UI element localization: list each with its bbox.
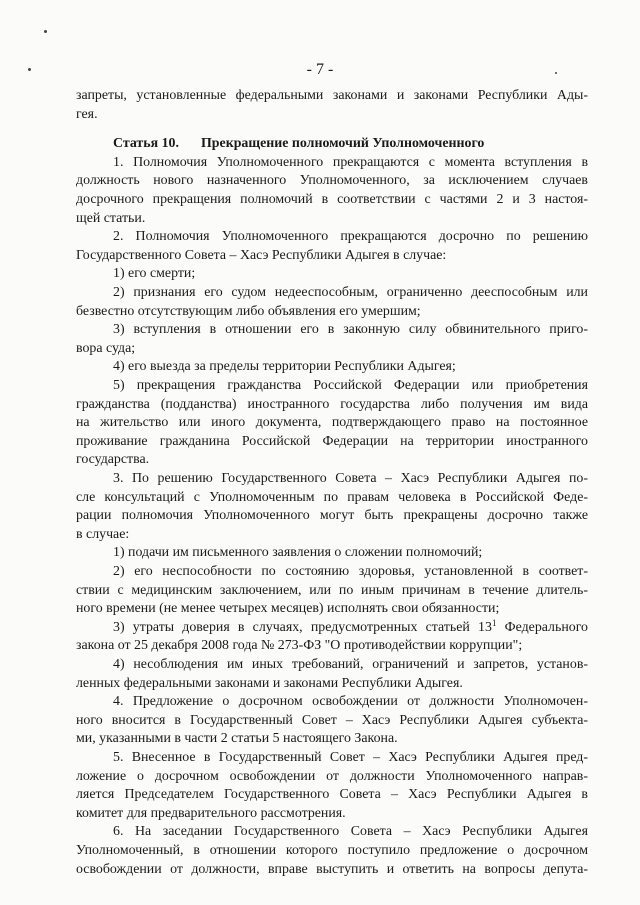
text-line-content: ложение о досрочном освобождении от должности Уполномоченного направ-: [76, 768, 588, 784]
text-line-content: проживание гражданина Российской Федерации на территории иностранного: [76, 433, 588, 449]
text-line-content: государства.: [76, 452, 150, 468]
text-line-content: гея.: [76, 106, 98, 122]
text-line: [113, 823, 588, 841]
text-line-content: 3. По решению Государственного Совета – Хасэ Республики Адыгея по-: [113, 471, 588, 486]
text-line: [76, 396, 588, 414]
text-line: [76, 861, 588, 879]
text-line-content: 2) признания его судом недееспособным, ограниченно дееспособным или: [113, 285, 588, 300]
text-line-content: 3) утраты доверия в случаях, предусмотренных статьей 13: [113, 619, 492, 635]
text-line: [113, 563, 588, 581]
text-line: [76, 172, 588, 190]
text-line: [76, 842, 588, 860]
text-line-content: 1) его смерти;: [113, 266, 196, 282]
text-line: [113, 749, 588, 767]
article-number: Статья 10.: [113, 136, 179, 152]
text-line-content: 1) подачи им письменного заявления о сложении полномочий;: [113, 545, 483, 561]
text-line: [76, 768, 588, 786]
text-line-content: безвестно отсутствующим либо объявления его умершим;: [76, 303, 421, 319]
text-line: [76, 340, 588, 358]
text-line-content: ляется Председателем Государственного Совета – Хасэ Республики Адыгея в: [76, 787, 588, 803]
text-line-content: 3) вступления в отношении его в законную силу обвинительного приго-: [113, 322, 588, 338]
scan-speck: [44, 30, 47, 33]
text-line: [76, 489, 588, 507]
text-line-content: 4. Предложение о досрочном освобождении от должности Уполномочен-: [113, 694, 588, 710]
text-line: [76, 582, 588, 600]
text-line-content: сле консультаций с Уполномоченным по правам человека в Российской Феде-: [76, 489, 588, 505]
text-line: [113, 377, 588, 395]
text-line-content: ми, указанными в части 2 статьи 5 настоящего Закона.: [76, 731, 398, 747]
text-line-content: 5. Внесенное в Государственный Совет – Хасэ Республики Адыгея пред-: [113, 750, 588, 765]
text-line: [113, 321, 588, 339]
page-number: - 7 -: [306, 61, 334, 78]
text-line-content: досрочного прекращения полномочий в соответствии с частями 2 и 3 настоя-: [76, 192, 588, 207]
text-line: [76, 106, 588, 124]
text-line-content: Государственного Совета – Хасэ Республики Адыгея в случае:: [76, 247, 447, 263]
text-line-content: 5) прекращения гражданства Российской Федерации или приобретения: [113, 378, 588, 393]
article-heading: [113, 135, 484, 153]
text-line-content: комитет для предварительного рассмотрения.: [76, 805, 346, 821]
text-line-content: 2. Полномочия Уполномоченного прекращаются досрочно по решению: [113, 229, 588, 245]
text-line: [113, 470, 588, 488]
text-line-content: ствии с медицинским заключением, или по иным причинам в течение длитель-: [76, 582, 588, 598]
text-line: [76, 247, 588, 265]
text-line: [113, 358, 588, 376]
article-title: Прекращение полномочий Уполномоченного: [201, 136, 485, 152]
text-line: [113, 693, 588, 711]
text-line: [76, 730, 588, 748]
text-line-content: щей статьи.: [76, 210, 146, 226]
text-line-content: освобождении от должности, вправе выступить и ответить на вопросы депута-: [76, 861, 588, 877]
text-line: [76, 637, 588, 655]
text-line: [113, 619, 588, 637]
text-line: [76, 786, 588, 804]
text-line: [113, 265, 588, 283]
text-line: [76, 675, 588, 693]
text-line-content: в случае:: [76, 526, 130, 542]
text-line-content: 1. Полномочия Уполномоченного прекращаются с момента вступления в: [113, 154, 588, 170]
text-line-content: 4) несоблюдения им иных требований, ограничений и запретов, установ-: [113, 657, 588, 672]
text-line-content: запреты, установленные федеральными законами и законами Республики Ады-: [76, 88, 588, 103]
text-line-content: 4) его выезда за пределы территории Республики Адыгея;: [113, 359, 456, 375]
text-line: [113, 154, 588, 172]
text-line-content: ленных федеральными законами и законами Республики Адыгея.: [76, 675, 463, 691]
text-line-content: 2) его неспособности по состоянию здоровья, установленной в соответ-: [113, 564, 588, 579]
footnote-superscript: 1: [491, 617, 497, 628]
text-line: [113, 544, 588, 562]
text-line-content: 6. На заседании Государственного Совета – Хасэ Республики Адыгея: [113, 824, 588, 840]
text-line-content: закона от 25 декабря 2008 года № 273-ФЗ "О противодействии коррупции";: [76, 638, 523, 654]
text-line-content: рации полномочия Уполномоченного могут быть прекращены досрочно также: [76, 508, 588, 524]
text-line: [113, 656, 588, 674]
text-line-content: Уполномоченный, в отношении которого поступило предложение о досрочном: [76, 843, 588, 858]
text-line-content: вора суда;: [76, 340, 136, 356]
text-line: [76, 805, 588, 823]
text-line: [76, 507, 588, 525]
text-line-content: должность нового назначенного Уполномоченного, за исключением случаев: [76, 173, 588, 189]
text-line: [113, 284, 588, 302]
text-line: [76, 191, 588, 209]
text-line-content: на жительство или иного документа, подтверждающего право на постоянное: [76, 415, 588, 431]
text-line: [76, 303, 588, 321]
text-line: [113, 228, 588, 246]
text-line: [76, 433, 588, 451]
text-line-content: ного времени (не менее четырех месяцев) исполнять свои обязанности;: [76, 601, 500, 617]
text-line: [76, 600, 588, 618]
text-line-content: гражданства (подданства) иностранного государства либо получения им вида: [76, 396, 588, 412]
text-line-content: ного вносится в Государственный Совет – Хасэ Республики Адыгея субъекта-: [76, 712, 588, 728]
text-line: [76, 451, 588, 469]
text-line: [76, 210, 588, 228]
text-line: [76, 414, 588, 432]
text-line: [76, 87, 588, 105]
text-line-content: Федерального: [496, 619, 588, 635]
text-line: [76, 712, 588, 730]
text-line: [76, 526, 588, 544]
